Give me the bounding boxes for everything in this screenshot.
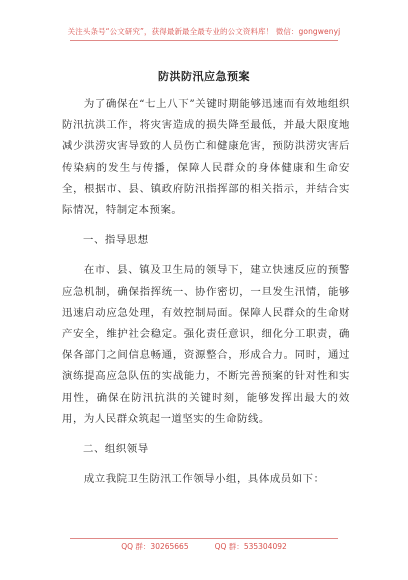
section-paragraph-guiding-ideology: 在市、县、镇及卫生局的领导下，建立快速反应的预警应急机制，确保指挥统一、协作密切，一旦发生汛情，能够迅速启动应急处理，有效控制局面。保障人民群众的生命财产安全，维护社会稳定。强化责任意识，细化分工职责，确保各部门之间信息畅通，资源整合，形成合力。同时，通过演练提高应急队伍的实战能力，不断完善预案的针对性和实用性，确保在防汛抗洪的关键时刻，能够发挥出最大的效用，为人民群众筑起一道坚实的生命防线。 bbox=[62, 264, 350, 425]
footer-qq-value-2: 535304092 bbox=[243, 542, 287, 551]
footer-qq-label-1: QQ 群： bbox=[121, 542, 151, 551]
document-body bbox=[62, 94, 350, 490]
footer-qq-value-1: 30265665 bbox=[150, 542, 189, 551]
intro-paragraph: 为了确保在“七上八下”关键时期能够迅速而有效地组织防汛抗洪工作，将灾害造成的损失降至最低，并最大限度地减少洪涝灾害导致的人员伤亡和健康危害，预防洪涝灾害后传染病的发生与传播，保障人民群众的身体健康和生命安全，根据市、县、镇政府防汛指挥部的相关指示，并结合实际情况，特制定本预案。 bbox=[62, 98, 350, 217]
page-header-banner: 关注头条号“公文研究”，获得最新最全最专业的公文资料库！ 微信：gongwenyj bbox=[67, 27, 341, 36]
footer-divider bbox=[70, 538, 338, 539]
section-paragraph-organization: 成立我院卫生防汛工作领导小组，具体成员如下： bbox=[83, 473, 325, 486]
section-heading-organization: 二、组织领导 bbox=[83, 443, 149, 456]
footer-qq-label-2: QQ 群： bbox=[214, 542, 244, 551]
section-heading-guiding-ideology: 一、指导思想 bbox=[83, 234, 149, 247]
document-title: 防洪防汛应急预案 bbox=[158, 70, 250, 83]
header-divider bbox=[70, 40, 338, 41]
page-footer bbox=[0, 541, 408, 552]
